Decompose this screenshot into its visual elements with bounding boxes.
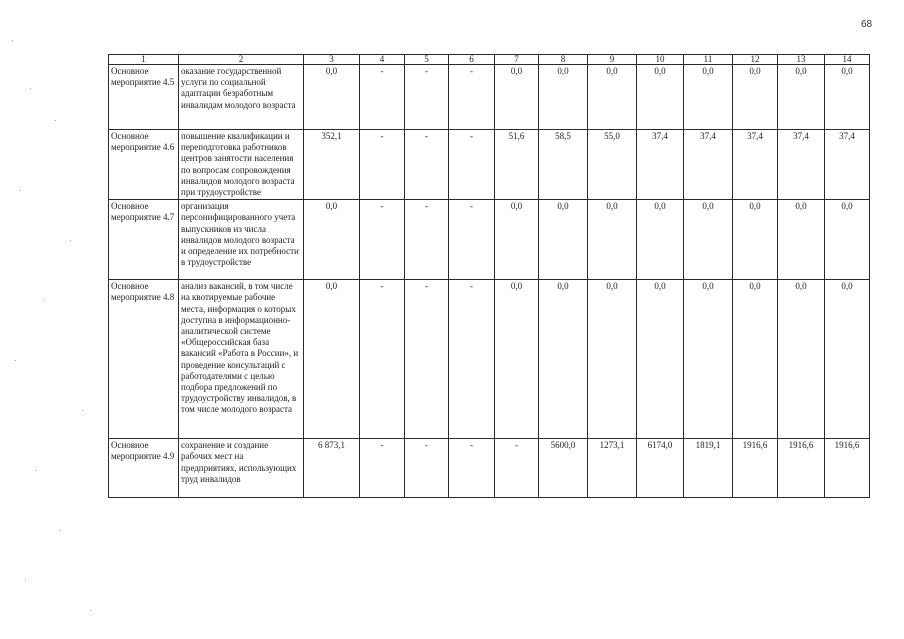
column-header: 7: [495, 55, 539, 65]
activity-name: Основное мероприятие 4.8: [109, 280, 179, 439]
activity-name: Основное мероприятие 4.5: [109, 65, 179, 130]
value-cell: 0,0: [588, 65, 637, 130]
value-cell: -: [405, 280, 449, 439]
value-cell: -: [405, 130, 449, 200]
value-cell: -: [449, 200, 495, 280]
value-cell: 0,0: [733, 280, 778, 439]
value-cell: 37,4: [684, 130, 733, 200]
activity-description: анализ вакансий, в том числе на квотируемые рабочие места, информация о которых доступна в информационно-аналитической системе «Общероссийская база вакансий «Работа в России», и проведение консультаций с работодателями с целью подбора предложений по трудоустройству инвалидов, в том числе молодого возраста: [179, 280, 304, 439]
value-cell: 1819,1: [684, 439, 733, 498]
column-header: 12: [733, 55, 778, 65]
value-cell: 1273,1: [588, 439, 637, 498]
value-cell: -: [405, 439, 449, 498]
column-header: 14: [825, 55, 870, 65]
value-cell: 58,5: [539, 130, 588, 200]
activity-name: Основное мероприятие 4.6: [109, 130, 179, 200]
value-cell: 37,4: [637, 130, 684, 200]
value-cell: -: [495, 439, 539, 498]
value-cell: 0,0: [733, 65, 778, 130]
value-cell: -: [360, 130, 405, 200]
value-cell: -: [449, 130, 495, 200]
activity-description: оказание государственной услуги по социальной адаптации безработным инвалидам молодого возраста: [179, 65, 304, 130]
activity-description: повышение квалификации и переподготовка работников центров занятости населения по вопросам сопровождения инвалидов молодого возраста при трудоустройстве: [179, 130, 304, 200]
column-header: 6: [449, 55, 495, 65]
activity-description: сохранение и создание рабочих мест на предприятиях, использующих труд инвалидов: [179, 439, 304, 498]
value-cell: -: [360, 439, 405, 498]
value-cell: 0,0: [684, 65, 733, 130]
value-cell: 0,0: [495, 200, 539, 280]
program-activities-table: [108, 54, 870, 498]
value-cell: 1916,6: [733, 439, 778, 498]
value-cell: 0,0: [684, 200, 733, 280]
scan-noise: [0, 0, 110, 639]
value-cell: -: [360, 65, 405, 130]
value-cell: 55,0: [588, 130, 637, 200]
value-cell: 0,0: [825, 65, 870, 130]
value-cell: 0,0: [495, 280, 539, 439]
column-header: 8: [539, 55, 588, 65]
value-cell: 0,0: [637, 200, 684, 280]
value-cell: 0,0: [588, 280, 637, 439]
table-row: [109, 280, 870, 439]
value-cell: 37,4: [733, 130, 778, 200]
activity-name: Основное мероприятие 4.7: [109, 200, 179, 280]
value-cell: 0,0: [539, 65, 588, 130]
value-cell: 0,0: [588, 200, 637, 280]
table-row: [109, 200, 870, 280]
value-cell: 0,0: [684, 280, 733, 439]
value-cell: 0,0: [778, 65, 825, 130]
column-number-row: [109, 55, 870, 65]
column-header: 13: [778, 55, 825, 65]
value-cell: 1916,6: [825, 439, 870, 498]
column-header: 5: [405, 55, 449, 65]
value-cell: -: [449, 439, 495, 498]
value-cell: 0,0: [539, 280, 588, 439]
column-header: 4: [360, 55, 405, 65]
value-cell: 0,0: [539, 200, 588, 280]
value-cell: 0,0: [778, 280, 825, 439]
value-cell: -: [449, 280, 495, 439]
activity-description: организация персонифицированного учета выпускников из числа инвалидов молодого возраста и определение их потребности в трудоустройстве: [179, 200, 304, 280]
value-cell: 0,0: [825, 280, 870, 439]
value-cell: 37,4: [825, 130, 870, 200]
value-cell: 0,0: [304, 65, 360, 130]
value-cell: 0,0: [495, 65, 539, 130]
value-cell: 0,0: [825, 200, 870, 280]
value-cell: 0,0: [304, 200, 360, 280]
value-cell: -: [360, 280, 405, 439]
table-row: [109, 130, 870, 200]
value-cell: 0,0: [304, 280, 360, 439]
column-header: 9: [588, 55, 637, 65]
value-cell: -: [405, 65, 449, 130]
value-cell: -: [405, 200, 449, 280]
value-cell: 352,1: [304, 130, 360, 200]
value-cell: 37,4: [778, 130, 825, 200]
value-cell: -: [360, 200, 405, 280]
value-cell: 5600,0: [539, 439, 588, 498]
table-row: [109, 65, 870, 130]
column-header: 10: [637, 55, 684, 65]
value-cell: 1916,6: [778, 439, 825, 498]
value-cell: 51,6: [495, 130, 539, 200]
value-cell: 0,0: [637, 280, 684, 439]
column-header: 11: [684, 55, 733, 65]
value-cell: 0,0: [778, 200, 825, 280]
table-row: [109, 439, 870, 498]
value-cell: 6 873,1: [304, 439, 360, 498]
value-cell: -: [449, 65, 495, 130]
page-number: 68: [861, 19, 873, 30]
column-header: 2: [179, 55, 304, 65]
value-cell: 0,0: [637, 65, 684, 130]
column-header: 1: [109, 55, 179, 65]
value-cell: 6174,0: [637, 439, 684, 498]
column-header: 3: [304, 55, 360, 65]
activity-name: Основное мероприятие 4.9: [109, 439, 179, 498]
value-cell: 0,0: [733, 200, 778, 280]
